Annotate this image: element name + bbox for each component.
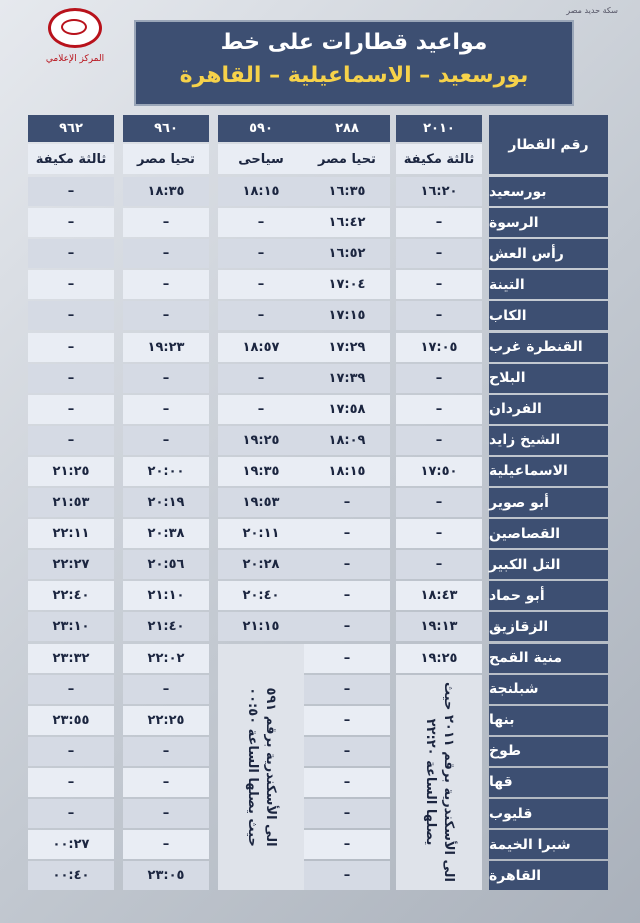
station-name: القنطرة غرب xyxy=(489,333,608,362)
station-name: شبرا الخيمة xyxy=(489,830,608,859)
departure-time: ٢١:١٥ xyxy=(218,612,304,641)
routing-note-text: الى الأسكندرية برقم ٥٩١ حيث يصلها الساعة ٠٠:٥٠ xyxy=(245,687,278,847)
train-type: تحيا مصر xyxy=(123,144,209,174)
departure-time: – xyxy=(304,675,390,704)
station-name: رأس العش xyxy=(489,239,608,268)
departure-time: – xyxy=(304,550,390,579)
departure-time: – xyxy=(304,830,390,859)
routing-note xyxy=(396,675,482,891)
station-name: القصاصين xyxy=(489,519,608,548)
departure-time: – xyxy=(123,799,209,828)
departure-time: ٢٢:٢٧ xyxy=(28,550,114,579)
title-banner xyxy=(136,22,572,104)
departure-time: ١٨:٥٧ xyxy=(218,333,304,362)
departure-time: ٢٢:٢٥ xyxy=(123,706,209,735)
departure-time: – xyxy=(123,768,209,797)
station-name: الكاب xyxy=(489,301,608,330)
departure-time: ١٨:٣٥ xyxy=(123,177,209,206)
departure-time: – xyxy=(123,301,209,330)
departure-time: ٢٣:٠٥ xyxy=(123,861,209,890)
departure-time: ١٩:٢٣ xyxy=(123,333,209,362)
departure-time: ٢٠:١٩ xyxy=(123,488,209,517)
station-name: أبو حماد xyxy=(489,581,608,610)
departure-time: – xyxy=(123,675,209,704)
departure-time: ١٦:٥٢ xyxy=(304,239,390,268)
departure-time: ١٧:١٥ xyxy=(304,301,390,330)
corner-label: رقم القطار xyxy=(489,115,608,174)
departure-time: – xyxy=(396,239,482,268)
departure-time: – xyxy=(304,581,390,610)
departure-time: ٢٠:٢٨ xyxy=(218,550,304,579)
departure-time: ٢٠:٣٨ xyxy=(123,519,209,548)
station-name: بنها xyxy=(489,706,608,735)
departure-time: – xyxy=(123,830,209,859)
departure-time: – xyxy=(304,488,390,517)
train-number: ٥٩٠ xyxy=(218,115,304,142)
route-subtitle: بورسعيد – الاسماعيلية – القاهرة xyxy=(179,63,529,88)
departure-time: – xyxy=(28,364,114,393)
departure-time: ٠٠:٤٠ xyxy=(28,861,114,890)
departure-time: – xyxy=(218,301,304,330)
departure-time: – xyxy=(304,861,390,890)
departure-time: ١٧:٥٠ xyxy=(396,457,482,486)
departure-time: – xyxy=(304,519,390,548)
departure-time: – xyxy=(28,426,114,455)
departure-time: ٢٠:٥٦ xyxy=(123,550,209,579)
departure-time: ١٩:٢٥ xyxy=(218,426,304,455)
departure-time: ١٨:٠٩ xyxy=(304,426,390,455)
departure-time: ٢٢:١١ xyxy=(28,519,114,548)
departure-time: – xyxy=(304,799,390,828)
departure-time: ٢٢:٠٢ xyxy=(123,644,209,673)
departure-time: – xyxy=(123,737,209,766)
departure-time: ١٧:٠٤ xyxy=(304,270,390,299)
station-name: التل الكبير xyxy=(489,550,608,579)
departure-time: – xyxy=(28,208,114,237)
departure-time: ٢٠:٤٠ xyxy=(218,581,304,610)
departure-time: – xyxy=(396,519,482,548)
departure-time: – xyxy=(396,488,482,517)
departure-time: ١٨:١٥ xyxy=(218,177,304,206)
train-number: ٩٦٠ xyxy=(123,115,209,142)
departure-time: – xyxy=(28,333,114,362)
train-number: ٢٨٨ xyxy=(304,115,390,142)
departure-time: – xyxy=(28,395,114,424)
routing-note-text: الى الأسكندرية برقم ٢٠١١ حيث يصلها الساعة ٢٢:٢٠ xyxy=(423,682,457,883)
departure-time: ٢١:٤٠ xyxy=(123,612,209,641)
departure-time: – xyxy=(218,270,304,299)
departure-time: – xyxy=(218,395,304,424)
departure-time: ٢١:٥٣ xyxy=(28,488,114,517)
station-name: الرسوة xyxy=(489,208,608,237)
departure-time: ٢٣:١٠ xyxy=(28,612,114,641)
departure-time: – xyxy=(218,364,304,393)
train-type: ثالثة مكيفة xyxy=(396,144,482,174)
station-name: قها xyxy=(489,768,608,797)
departure-time: – xyxy=(28,799,114,828)
departure-time: – xyxy=(396,208,482,237)
departure-time: – xyxy=(28,301,114,330)
page-title: مواعيد قطارات على خط xyxy=(220,30,488,55)
departure-time: ١٧:٥٨ xyxy=(304,395,390,424)
departure-time: – xyxy=(304,706,390,735)
departure-time: – xyxy=(396,426,482,455)
departure-time: – xyxy=(396,270,482,299)
departure-time: – xyxy=(28,177,114,206)
station-name: الاسماعيلية xyxy=(489,457,608,486)
departure-time: – xyxy=(396,395,482,424)
departure-time: – xyxy=(304,612,390,641)
station-name: الزقازيق xyxy=(489,612,608,641)
station-name: التينة xyxy=(489,270,608,299)
logo xyxy=(30,8,120,70)
departure-time: ٠٠:٢٧ xyxy=(28,830,114,859)
departure-time: – xyxy=(396,550,482,579)
departure-time: ١٩:٢٥ xyxy=(396,644,482,673)
departure-time: – xyxy=(396,301,482,330)
departure-time: ١٩:١٣ xyxy=(396,612,482,641)
departure-time: ٢٢:٤٠ xyxy=(28,581,114,610)
departure-time: ١٦:٢٠ xyxy=(396,177,482,206)
departure-time: – xyxy=(123,426,209,455)
departure-time: ١٧:٢٩ xyxy=(304,333,390,362)
departure-time: – xyxy=(123,239,209,268)
departure-time: ٢١:٢٥ xyxy=(28,457,114,486)
departure-time: – xyxy=(123,270,209,299)
station-name: أبو صوير xyxy=(489,488,608,517)
source-tag: سكة حديد مصر xyxy=(566,6,618,15)
departure-time: ٢٠:١١ xyxy=(218,519,304,548)
departure-time: ٢٣:٥٥ xyxy=(28,706,114,735)
station-name: طوخ xyxy=(489,737,608,766)
routing-note xyxy=(218,644,304,891)
departure-time: – xyxy=(396,364,482,393)
station-name: شبلنجة xyxy=(489,675,608,704)
departure-time: – xyxy=(218,208,304,237)
station-name: الشيخ زايد xyxy=(489,426,608,455)
departure-time: – xyxy=(28,737,114,766)
departure-time: ١٨:٤٣ xyxy=(396,581,482,610)
departure-time: ٢٠:٠٠ xyxy=(123,457,209,486)
station-name: بورسعيد xyxy=(489,177,608,206)
departure-time: ١٩:٣٥ xyxy=(218,457,304,486)
logo-text: المركز الإعلامي xyxy=(45,54,105,64)
station-name: البلاح xyxy=(489,364,608,393)
station-name: منية القمح xyxy=(489,644,608,673)
train-type: تحيا مصر xyxy=(304,144,390,174)
train-type: سياحى xyxy=(218,144,304,174)
station-name: قليوب xyxy=(489,799,608,828)
departure-time: – xyxy=(28,270,114,299)
train-number: ٢٠١٠ xyxy=(396,115,482,142)
departure-time: – xyxy=(123,395,209,424)
departure-time: ٢١:١٠ xyxy=(123,581,209,610)
train-number: ٩٦٢ xyxy=(28,115,114,142)
departure-time: – xyxy=(304,737,390,766)
departure-time: ١٩:٥٣ xyxy=(218,488,304,517)
station-name: القاهرة xyxy=(489,861,608,890)
departure-time: ١٨:١٥ xyxy=(304,457,390,486)
train-type: ثالثة مكيفة xyxy=(28,144,114,174)
departure-time: – xyxy=(28,768,114,797)
departure-time: – xyxy=(304,644,390,673)
station-name: الفردان xyxy=(489,395,608,424)
departure-time: ١٧:٠٥ xyxy=(396,333,482,362)
departure-time: – xyxy=(123,364,209,393)
departure-time: – xyxy=(123,208,209,237)
departure-time: – xyxy=(304,768,390,797)
departure-time: ١٦:٤٢ xyxy=(304,208,390,237)
departure-time: – xyxy=(28,239,114,268)
departure-time: ٢٣:٣٢ xyxy=(28,644,114,673)
logo-emblem-icon xyxy=(48,8,102,48)
departure-time: – xyxy=(218,239,304,268)
departure-time: – xyxy=(28,675,114,704)
departure-time: ١٧:٣٩ xyxy=(304,364,390,393)
departure-time: ١٦:٣٥ xyxy=(304,177,390,206)
